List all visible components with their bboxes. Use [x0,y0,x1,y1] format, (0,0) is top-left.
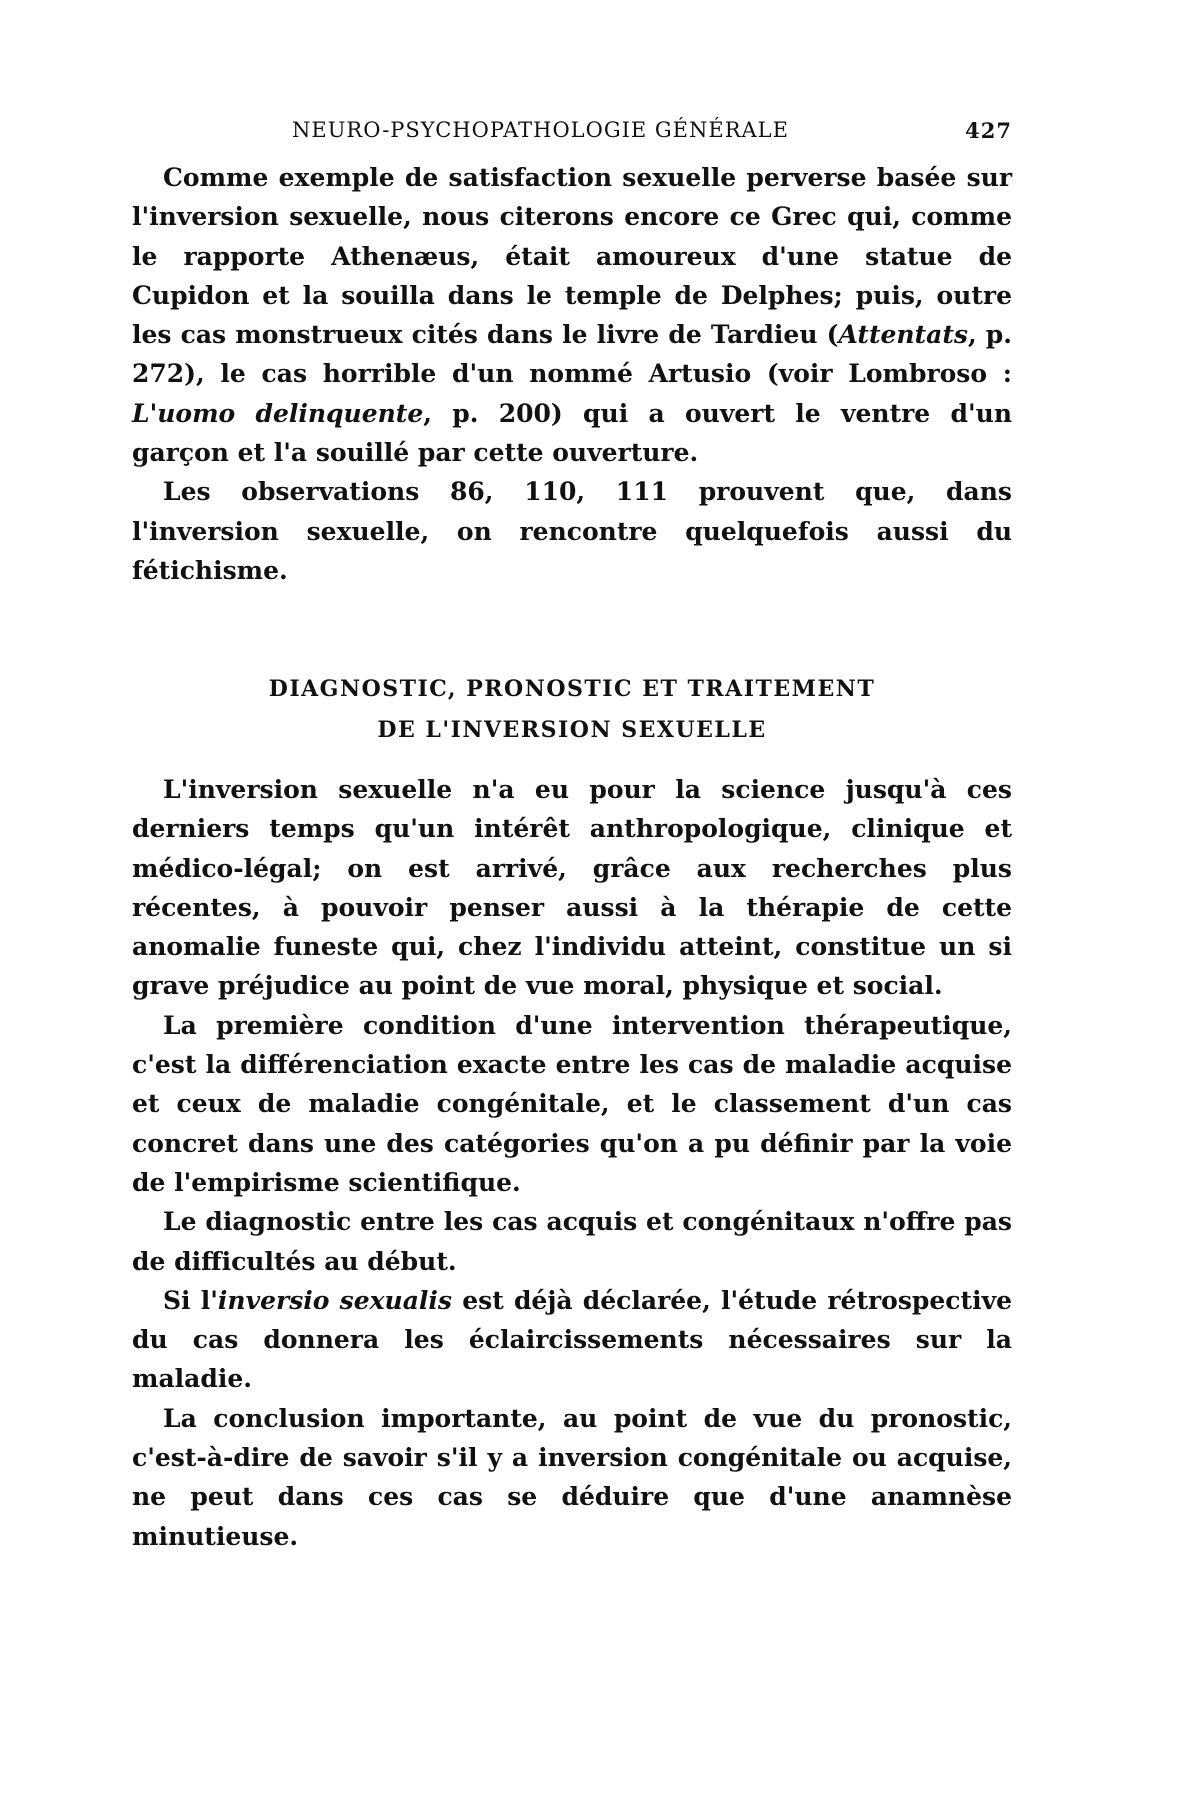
body-text-top [132,158,1012,590]
paragraph-text: Comme exemple de satisfaction sexuelle perverse basée sur l'inversion sexuelle, nous citerons encore ce Grec qui, comme le rapporte Athenæus, était amoureux d'une statue de Cupidon et la souilla dans le temple de Delphes; puis, outre les cas monstrueux cités dans le livre de Tardieu ( [132,163,1012,350]
paragraph-text: Si l' [163,1285,218,1315]
running-head-title: NEURO-PSYCHOPATHOLOGIE GÉNÉRALE [292,118,789,142]
italic-title: Attentats [838,320,968,350]
paragraph: La première condition d'une intervention thérapeutique, c'est la différenciation exacte entre les cas de maladie acquise et ceux de maladie congénitale, et le classement d'un cas concret dans une des catégories qu'on a pu définir par la voie de l'empirisme scientifique. [132,1010,1012,1197]
page-number: 427 [965,118,1012,143]
italic-term: inversio sexualis [217,1285,452,1315]
paragraph-text: est déjà déclarée, l'étude rétrospective du cas donnera les éclaircissements nécessaires sur la maladie. [132,1285,1013,1394]
italic-title: L'uomo delinquente [132,398,424,428]
running-head [132,118,1012,152]
paragraph: Les observations 86, 110, 111 prouvent que, dans l'inversion sexuelle, on rencontre quelquefois aussi du fétichisme. [132,477,1012,585]
paragraph [132,158,1012,472]
body-text-bottom [132,770,1012,1556]
paragraph-text: , p. 272), le cas horrible d'un nommé Artusio (voir Lombroso : [132,320,1012,389]
paragraph [132,1281,1012,1399]
paragraph: L'inversion sexuelle n'a eu pour la science jusqu'à ces derniers temps qu'un intérêt anthropologique, clinique et médico-légal; on est arrivé, grâce aux recherches plus récentes, à pouvoir penser aussi à la thérapie de cette anomalie funeste qui, chez l'individu atteint, constitue un si grave préjudice au point de vue moral, physique et social. [132,775,1012,1001]
section-heading-line-1: DIAGNOSTIC, PRONOSTIC ET TRAITEMENT [268,676,876,702]
paragraph-text: , p. 200) qui a ouvert le ventre d'un garçon et l'a souillé par cette ouverture. [132,398,1012,468]
section-heading-line-2: DE L'INVERSION SEXUELLE [377,717,767,743]
paragraph: La conclusion importante, au point de vue du pronostic, c'est-à-dire de savoir s'il y a inversion congénitale ou acquise, ne peut dans ces cas se déduire que d'une anamnèse minutieuse. [132,1403,1012,1551]
paragraph: Le diagnostic entre les cas acquis et congénitaux n'offre pas de difficultés au début. [132,1207,1012,1276]
